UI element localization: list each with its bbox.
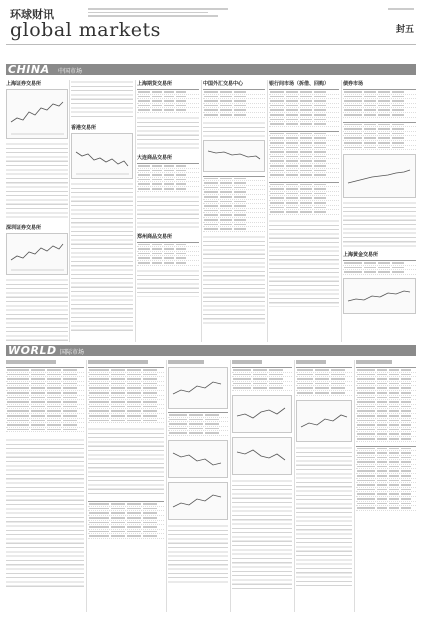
zce-text <box>137 269 199 297</box>
chart-world-4-line <box>233 396 291 432</box>
table-dce <box>137 163 199 192</box>
chart-bond-index <box>343 154 416 198</box>
hk-text-top <box>71 80 133 120</box>
chart-world-6-line <box>297 401 351 441</box>
table-interbank <box>269 89 339 127</box>
table-zce <box>137 242 199 266</box>
table-cfets-2 <box>203 176 265 232</box>
world-col-1 <box>6 360 84 612</box>
heading-interbank: 银行间市场（拆借、回购） <box>269 81 330 87</box>
divider <box>201 80 202 342</box>
table-world-1 <box>6 367 84 432</box>
hk-text-block <box>71 182 133 332</box>
cfets-text <box>203 121 265 137</box>
heading-hkex: 香港交易所 <box>71 125 97 131</box>
table-interbank-3 <box>269 182 339 215</box>
chart-world-2 <box>168 440 228 478</box>
world-band <box>6 345 416 356</box>
bond-text <box>343 201 416 247</box>
world-col-6-heading-bar <box>356 360 392 364</box>
table-bond <box>343 89 416 118</box>
world-col-4 <box>232 360 292 612</box>
column-interbank <box>269 80 339 342</box>
world-col-5 <box>296 360 352 612</box>
masthead-info-lines <box>88 6 238 17</box>
world-col-3-text <box>168 524 228 584</box>
world-col-2-heading-bar <box>88 360 148 364</box>
divider <box>86 360 87 612</box>
chart-world-4 <box>232 395 292 433</box>
world-band-subtitle: 国际市场 <box>60 349 85 356</box>
brand-english: global markets <box>10 19 161 41</box>
china-band-subtitle: 中国市场 <box>58 68 83 75</box>
divider <box>135 80 136 342</box>
brand-chinese: 环球财讯 <box>10 8 54 21</box>
table-world-6b <box>356 446 416 511</box>
world-col-2-text <box>88 427 164 497</box>
column-sse-szse <box>6 80 68 342</box>
chart-world-3 <box>168 482 228 520</box>
chart-szse-line <box>7 234 67 274</box>
shfe-text <box>137 116 199 150</box>
chart-cny-rate <box>203 140 265 172</box>
divider <box>166 360 167 612</box>
chart-gold <box>343 278 416 314</box>
chart-world-1-line <box>169 368 227 408</box>
heading-dce: 大连商品交易所 <box>137 154 173 161</box>
chart-sse-index <box>6 89 68 139</box>
chart-world-6 <box>296 400 352 442</box>
world-band-title: WORLD <box>8 344 57 357</box>
heading-bond: 债券市场 <box>343 81 364 87</box>
world-col-5-heading-bar <box>296 360 326 364</box>
interbank-text <box>269 219 339 307</box>
divider <box>354 360 355 612</box>
chart-sse-line <box>7 90 67 138</box>
column-hkex <box>71 80 133 342</box>
china-band-title: CHINA <box>8 63 50 76</box>
chart-hsi <box>71 133 133 179</box>
chart-world-3-line <box>169 483 227 519</box>
chart-bond-line <box>344 155 415 197</box>
masthead-rule <box>6 44 416 45</box>
heading-zce: 郑州商品交易所 <box>137 233 173 240</box>
masthead-right-note <box>388 6 414 10</box>
table-bond-2 <box>343 122 416 151</box>
chart-world-1 <box>168 367 228 409</box>
world-col-4-heading-bar <box>232 360 262 364</box>
szse-text-block <box>6 278 68 342</box>
table-shfe <box>137 89 199 113</box>
divider <box>267 80 268 342</box>
chart-world-2-line <box>169 441 227 477</box>
divider <box>341 80 342 342</box>
table-world-4 <box>232 367 292 391</box>
table-world-3 <box>168 412 228 436</box>
table-world-6 <box>356 367 416 442</box>
world-col-6 <box>356 360 416 612</box>
world-col-5-text <box>296 446 352 586</box>
table-world-2b <box>88 501 164 539</box>
sse-text-block <box>6 142 68 220</box>
world-col-2 <box>88 360 164 612</box>
world-col-1-text <box>6 438 84 588</box>
world-col-3 <box>168 360 228 612</box>
section-title: 封五 <box>395 25 414 35</box>
chart-hsi-line <box>72 134 132 178</box>
chart-szse-index <box>6 233 68 275</box>
column-futures <box>137 80 199 342</box>
divider <box>69 80 70 342</box>
world-col-1-heading-bar <box>6 360 56 364</box>
chart-gold-line <box>344 279 415 313</box>
table-cfets <box>203 89 265 118</box>
heading-sge: 上海黄金交易所 <box>343 252 379 259</box>
china-band <box>6 64 416 75</box>
table-sge <box>343 260 416 275</box>
divider <box>230 360 231 612</box>
world-col-4-text <box>232 479 292 591</box>
column-cfets <box>203 80 265 342</box>
chart-cny-line <box>204 141 264 171</box>
heading-cfets: 中国外汇交易中心 <box>203 81 244 87</box>
dce-text <box>137 195 199 229</box>
heading-sse: 上海证券交易所 <box>6 81 42 87</box>
table-interbank-2 <box>269 131 339 178</box>
world-col-3-heading-bar <box>168 360 204 364</box>
heading-shfe: 上海期货交易所 <box>137 81 173 87</box>
table-world-2 <box>88 367 164 423</box>
masthead <box>0 0 422 46</box>
heading-szse: 深圳证券交易所 <box>6 225 42 231</box>
column-bond-gold <box>343 80 416 342</box>
divider <box>294 360 295 612</box>
table-world-5 <box>296 367 352 396</box>
chart-world-5 <box>232 437 292 475</box>
chart-world-5-line <box>233 438 291 474</box>
cfets-text-2 <box>203 235 265 325</box>
